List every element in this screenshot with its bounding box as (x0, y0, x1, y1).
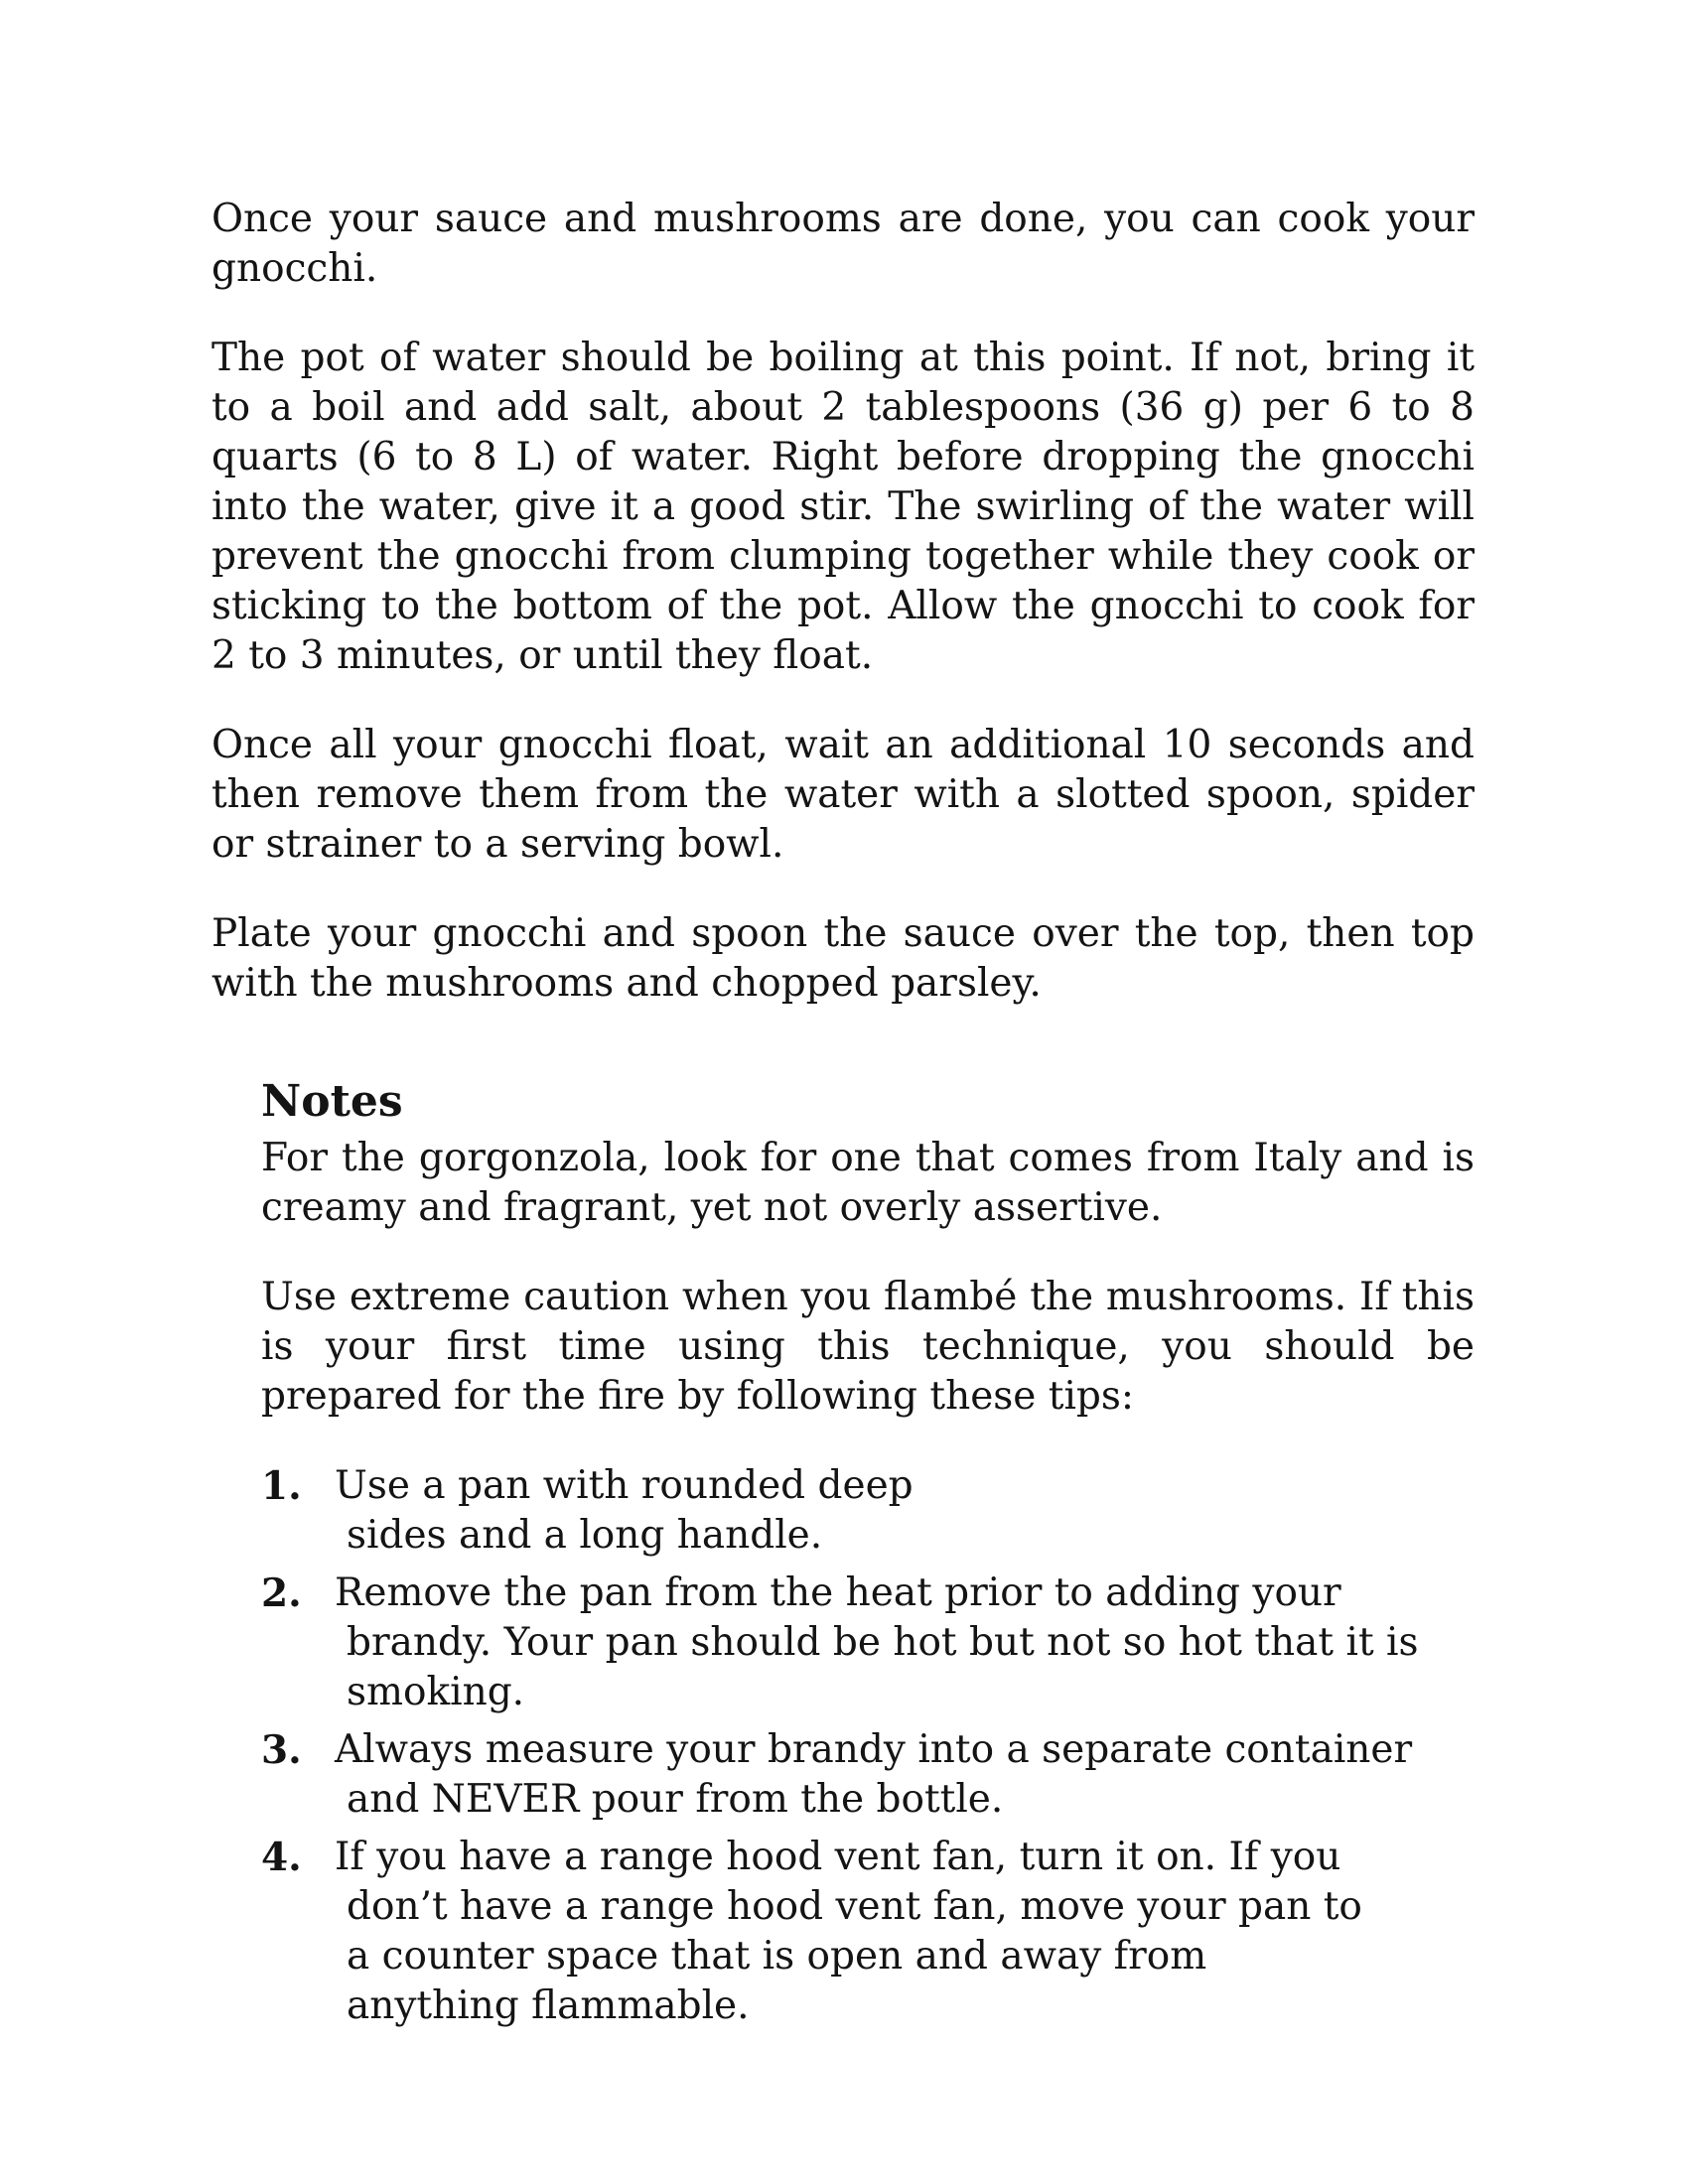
list-item (261, 1725, 1475, 1825)
list-item (261, 1569, 1475, 1717)
list-item-number: 1. (261, 1463, 302, 1509)
flambe-tips-list (261, 1461, 1475, 2031)
list-item-text: If you have a range hood vent fan, turn it on. If you don’t have a range hood vent fan, move your pan to a counter space that is open and away from anything flammable. (335, 1835, 1362, 2028)
paragraph-boiling-water: The pot of water should be boiling at this point. If not, bring it to a boil and add salt, about 2 tablespoons (36 g) per 6 to 8 quarts (6 to 8 L) of water. Right before dropping the gnocchi into the water, give it a good stir. The swirling of the water will prevent the gnocchi from clumping together while they cook or sticking to the bottom of the pot. Allow the gnocchi to cook for 2 to 3 minutes, or until they float. (211, 336, 1475, 678)
list-item (261, 1833, 1475, 2031)
list-item (261, 1461, 1475, 1561)
notes-heading: Notes (261, 1076, 403, 1127)
notes-paragraph-flambe: Use extreme caution when you flambé the mushrooms. If this is your first time using this technique, you should be prepared for the fire by following these tips: (261, 1275, 1475, 1419)
document-page (211, 195, 1475, 2039)
list-item-text: Use a pan with rounded deep sides and a long handle. (335, 1463, 914, 1558)
notes-paragraph-gorgonzola: For the gorgonzola, look for one that comes from Italy and is creamy and fragrant, yet not overly assertive. (261, 1136, 1475, 1230)
paragraph-cook-gnocchi: Once your sauce and mushrooms are done, you can cook your gnocchi. (211, 197, 1475, 291)
list-item-number: 2. (261, 1570, 302, 1616)
paragraph-plate-gnocchi: Plate your gnocchi and spoon the sauce over the top, then top with the mushrooms and chopped parsley. (211, 911, 1475, 1006)
list-item-number: 4. (261, 1835, 302, 1880)
paragraph-remove-gnocchi: Once all your gnocchi float, wait an additional 10 seconds and then remove them from the water with a slotted spoon, spider or strainer to a serving bowl. (211, 723, 1475, 867)
list-item-text: Always measure your brandy into a separate container and NEVER pour from the bottle. (335, 1727, 1413, 1822)
list-item-text: Remove the pan from the heat prior to adding your brandy. Your pan should be hot but not so hot that it is smoking. (335, 1570, 1419, 1714)
list-item-number: 3. (261, 1727, 302, 1773)
notes-section (261, 1074, 1475, 2031)
